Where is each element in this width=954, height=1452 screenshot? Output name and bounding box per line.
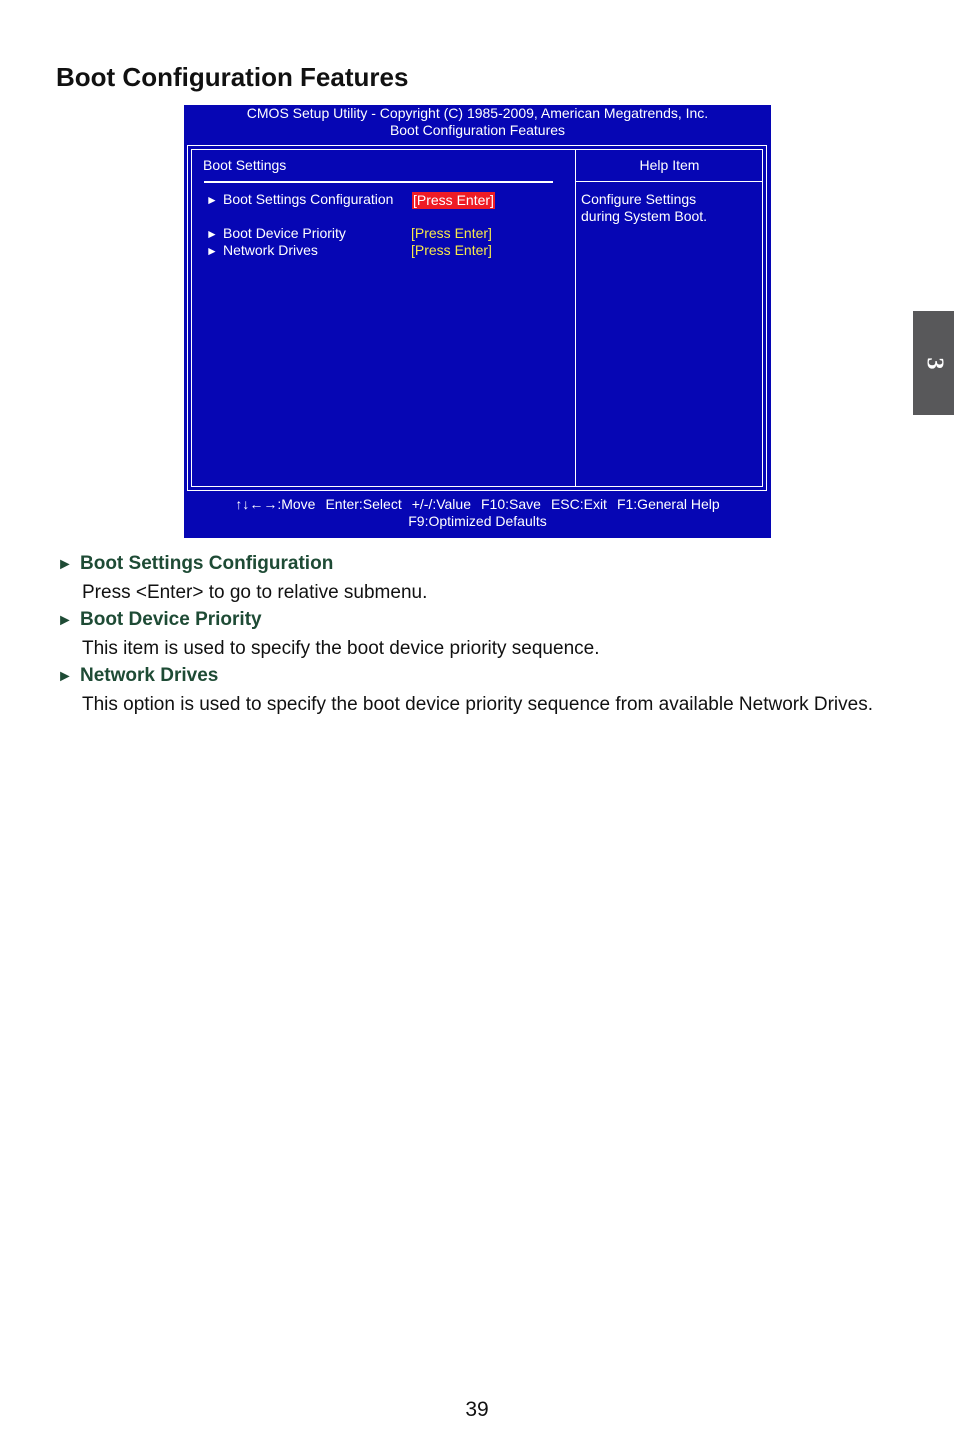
help-heading-rule bbox=[576, 181, 763, 182]
key-hint-help: F1:General Help bbox=[616, 496, 720, 512]
boot-settings-heading: Boot Settings bbox=[203, 157, 287, 173]
key-hint-save: F10:Save bbox=[481, 496, 541, 512]
bullet-arrow-icon: ► bbox=[57, 612, 73, 629]
page-title: Boot Configuration Features bbox=[56, 62, 409, 92]
menu-value-boot-device-priority[interactable]: [Press Enter] bbox=[411, 225, 492, 241]
desc-heading-network-drives bbox=[57, 665, 218, 687]
key-hint-value: +/-/:Value bbox=[411, 496, 471, 512]
bios-frame bbox=[187, 145, 767, 491]
bios-screen-title: Boot Configuration Features bbox=[389, 122, 566, 138]
chapter-tab bbox=[913, 311, 954, 415]
desc-text-boot-settings-configuration: Press <Enter> to go to relative submenu. bbox=[82, 582, 428, 603]
desc-text-boot-device-priority: This item is used to specify the boot device priority sequence. bbox=[82, 638, 600, 659]
desc-heading-boot-settings-configuration bbox=[57, 553, 333, 575]
menu-item-network-drives[interactable] bbox=[206, 242, 318, 260]
menu-item-label: Boot Device Priority bbox=[223, 225, 346, 241]
desc-heading-text: Boot Settings Configuration bbox=[80, 553, 334, 574]
key-hint-exit: ESC:Exit bbox=[550, 496, 607, 512]
bios-header bbox=[184, 105, 771, 139]
key-hint-select: Enter:Select bbox=[325, 496, 402, 512]
heading-rule bbox=[204, 181, 553, 183]
submenu-arrow-icon: ► bbox=[206, 227, 218, 241]
menu-item-boot-settings-configuration[interactable] bbox=[206, 191, 393, 209]
desc-heading-text: Boot Device Priority bbox=[80, 609, 262, 630]
key-hint-optimized-defaults: F9:Optimized Defaults bbox=[408, 513, 547, 529]
page-number: 39 bbox=[465, 1398, 489, 1421]
desc-text-network-drives: This option is used to specify the boot device priority sequence from available Network Drives. bbox=[82, 694, 873, 715]
key-hint-move: ↑↓←→:Move bbox=[235, 496, 316, 512]
submenu-arrow-icon: ► bbox=[206, 244, 218, 258]
bios-copyright: CMOS Setup Utility - Copyright (C) 1985-2009, American Megatrends, Inc. bbox=[246, 105, 709, 121]
chapter-number: 3 bbox=[921, 357, 947, 369]
bios-inner-frame bbox=[191, 149, 763, 487]
menu-item-label: Boot Settings Configuration bbox=[223, 191, 394, 207]
help-text-line: during System Boot. bbox=[581, 208, 708, 224]
bullet-arrow-icon: ► bbox=[57, 668, 73, 685]
panel-divider bbox=[575, 150, 576, 486]
help-item-heading: Help Item bbox=[639, 157, 700, 173]
help-text bbox=[581, 191, 707, 225]
menu-value-network-drives[interactable]: [Press Enter] bbox=[411, 242, 492, 258]
menu-value-boot-settings-configuration[interactable]: [Press Enter] bbox=[413, 192, 494, 208]
bios-key-legend bbox=[184, 496, 771, 530]
menu-item-label: Network Drives bbox=[223, 242, 318, 258]
submenu-arrow-icon: ► bbox=[206, 193, 218, 207]
desc-heading-text: Network Drives bbox=[80, 665, 219, 686]
menu-item-boot-device-priority[interactable] bbox=[206, 225, 346, 243]
desc-heading-boot-device-priority bbox=[57, 609, 262, 631]
help-text-line: Configure Settings bbox=[581, 191, 697, 207]
bullet-arrow-icon: ► bbox=[57, 556, 73, 573]
bios-screen bbox=[184, 105, 771, 538]
